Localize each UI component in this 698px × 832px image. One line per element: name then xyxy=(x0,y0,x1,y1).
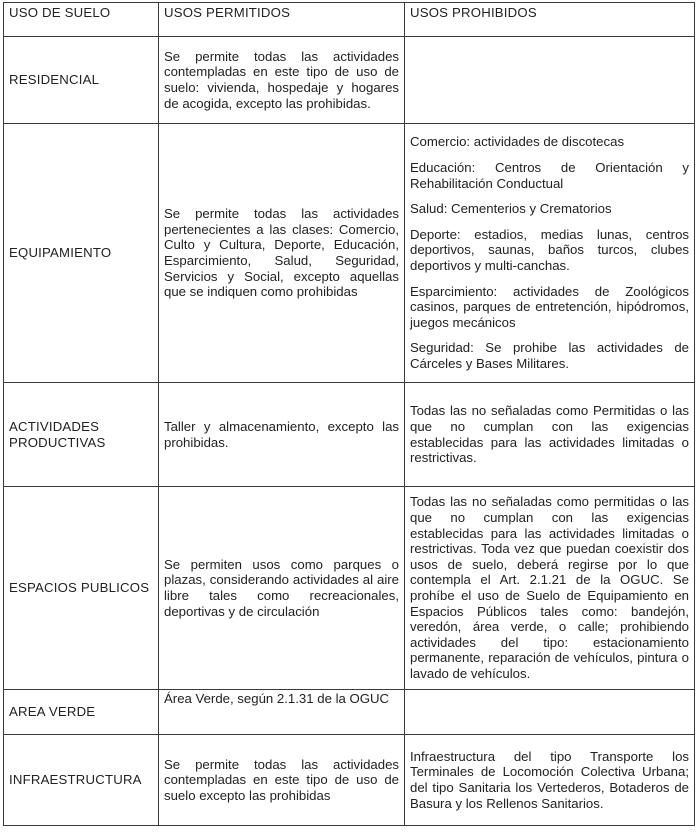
table-row-residencial xyxy=(4,37,695,124)
table-header-row xyxy=(4,3,695,37)
uso-cell: ESPACIOS PUBLICOS xyxy=(4,487,159,690)
permitidos-cell: Taller y almacenamiento, excepto las prohibidas. xyxy=(159,383,405,487)
uso-cell: ACTIVIDADES PRODUCTIVAS xyxy=(4,383,159,487)
prohibido-item-comercio: Comercio: actividades de discotecas xyxy=(410,134,625,150)
prohibido-item: Todas las no señaladas como Permitidas o las que no cumplan con las exigencias establecidas para las actividades limitadas o restrictivas. xyxy=(410,403,689,466)
permitidos-cell: Área Verde, según 2.1.31 de la OGUC xyxy=(159,690,405,735)
prohibidos-cell xyxy=(405,735,695,826)
prohibidos-cell xyxy=(405,383,695,487)
uso-cell: INFRAESTRUCTURA xyxy=(4,735,159,826)
table-row-equipamiento xyxy=(4,124,695,383)
uso-cell: RESIDENCIAL xyxy=(4,37,159,124)
uso-cell: EQUIPAMIENTO xyxy=(4,124,159,383)
prohibido-item: Infraestructura del tipo Transporte los Terminales de Locomoción Colectiva Urbana; del tipo Sanitaria los Vertederos, Botaderos de Basura y los Rellenos Sanitarios. xyxy=(410,748,689,811)
permitidos-cell: Se permite todas las actividades pertenecientes a las clases: Comercio, Culto y Cultura, Deporte, Educación, Esparcimiento, Salud, Seguridad, Servicios y Social, excepto aquellas que se indiquen como prohibidas xyxy=(159,124,405,383)
prohibido-item-salud: Salud: Cementerios y Crematorios xyxy=(410,201,612,217)
table-row-actividades-productivas xyxy=(4,383,695,487)
prohibido-item-educacion: Educación: Centros de Orientación y Rehabilitación Conductual xyxy=(410,160,689,191)
prohibidos-cell-empty xyxy=(405,690,695,735)
permitidos-cell: Se permite todas las actividades contempladas en este tipo de uso de suelo: vivienda, hospedaje y hogares de acogida, excepto las prohibidas. xyxy=(159,37,405,124)
land-use-table xyxy=(3,2,695,826)
uso-cell: AREA VERDE xyxy=(4,690,159,735)
table-row-area-verde xyxy=(4,690,695,735)
prohibidos-cell xyxy=(405,487,695,690)
header-usos-permitidos: USOS PERMITIDOS xyxy=(159,3,405,37)
permitidos-cell: Se permiten usos como parques o plazas, considerando actividades al aire libre tales como recreacionales, deportivas y de circulación xyxy=(159,487,405,690)
prohibido-item: Todas las no señaladas como permitidas o las que no cumplan con las exigencias establecidas para las actividades limitadas o restrictivas. Toda vez que puedan coexistir dos usos de suelo, deberá regirse por lo que contempla el Art. 2.1.21 de la OGUC. Se prohíbe el uso de Suelo de Equipamiento en Espacios Públicos tales como: bandejón, veredón, área verde, o calle; prohibiendo actividades del tipo: estacionamiento permanente, reparación de vehículos, pintura o lavado de vehículos. xyxy=(410,494,689,681)
prohibido-item-esparcimiento: Esparcimiento: actividades de Zoológicos casinos, parques de entretención, hipódromos, juegos mecánicos xyxy=(410,283,689,330)
prohibidos-cell-empty xyxy=(405,37,695,124)
permitidos-cell: Se permite todas las actividades contempladas en este tipo de uso de suelo excepto las prohibidas xyxy=(159,735,405,826)
prohibido-item-deporte: Deporte: estadios, medias lunas, centros deportivos, saunas, baños turcos, clubes deportivos y multi-canchas. xyxy=(410,226,689,273)
header-usos-prohibidos: USOS PROHIBIDOS xyxy=(405,3,695,37)
header-uso-de-suelo: USO DE SUELO xyxy=(4,3,159,37)
prohibido-item-seguridad: Seguridad: Se prohibe las actividades de Cárceles y Bases Militares. xyxy=(410,340,689,371)
table-row-infraestructura xyxy=(4,735,695,826)
table-row-espacios-publicos xyxy=(4,487,695,690)
prohibidos-cell xyxy=(405,124,695,383)
